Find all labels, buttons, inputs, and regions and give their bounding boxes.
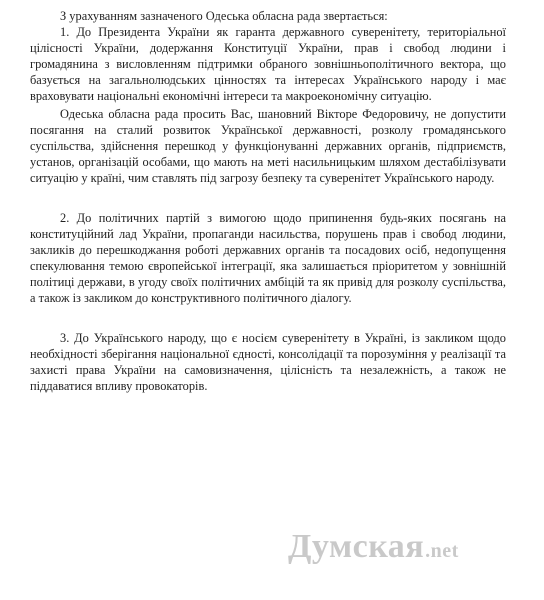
watermark-name: Думская [288,528,425,565]
paragraph-president: 1. До Президента України як гаранта державного суверенітету, територіальної цілісності України, додержання Конституції України, прав і свобод людини і громадянина з висловленням підтримки обраного зовнішньополітичного вектора, що базується на загальнолюдських цінностях та інтересах Українського народу і має враховувати національні економічні інтереси та макроекономічну ситуацію. [30,25,506,103]
document-body [30,8,506,394]
site-watermark [288,528,459,566]
watermark-domain: .net [425,540,459,562]
paragraph-parties: 2. До політичних партій з вимогою щодо припинення будь-яких посягань на конституційний лад України, пропаганди насильства, порушень прав і свобод людини, закликів до перешкоджання роботі державних органів та посадових осіб, недопущення спекулювання темою європейської інтеграції, яка залишається пріоритетом у зовнішній політиці держави, в угоду своїх політичних амбіцій та як привід для розколу суспільства, а також із закликом до конструктивного політичного діалогу. [30,211,506,305]
paragraph-request: Одеська обласна рада просить Вас, шановний Вікторе Федоровичу, не допустити посягання на сталий розвиток Української державності, розколу громадянського суспільства, здійснення перешкод у функціонуванні державних органів, підприємств, установ, організацій особами, що мають на меті насильницьким шляхом дестабілізувати ситуацію у країні, чим ставлять під загрозу безпеку та суверенітет Українського народу. [30,107,506,185]
paragraph-people: 3. До Українського народу, що є носієм суверенітету в Україні, із закликом щодо необхідності зберігання національної єдності, консолідації та порозуміння у реалізації та захисті права України на самовизначення, цілісність та незалежність, а також не піддаватися впливу провокаторів. [30,331,506,393]
intro-line: З урахуванням зазначеного Одеська обласна рада звертається: [60,9,388,23]
